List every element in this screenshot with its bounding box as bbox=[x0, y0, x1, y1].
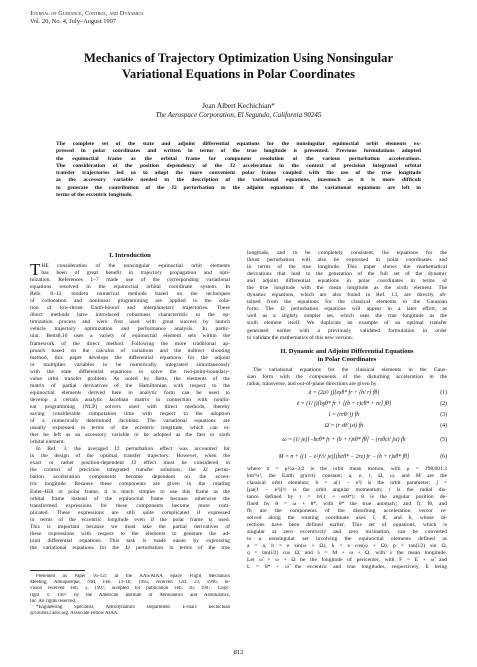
body-line: orbital frame instead of the equinoctial frame because otherwise the bbox=[30, 495, 230, 502]
body-line: develop a certain analytic Jacobian matrix in connection with nonlin- bbox=[30, 396, 230, 403]
body-line: plicated. These expressions are still quite complicated if expressed bbox=[30, 509, 230, 516]
body-line: the context of precision integrated transfer solutions, the J2 pertur- bbox=[30, 467, 230, 474]
body-line: tion of low-thrust Earth-bound and interplanetary trajectories. These bbox=[30, 305, 230, 312]
body-line: The variational equations for the classical elements in the Gaus- bbox=[253, 366, 447, 373]
drop-cap: T bbox=[30, 260, 41, 279]
body-line: radial, transverse, and out-of-plane directions are given by bbox=[247, 380, 377, 387]
equation-number: (5) bbox=[440, 436, 447, 443]
body-line: matrix of partial derivatives of the Hamiltonian with respect to the bbox=[30, 382, 230, 389]
body-line: ular, Betts8,10 uses a variety of equinoctial element sets within the bbox=[30, 333, 230, 340]
body-line: dynamic equations, which are also found in Ref. 13, are directly ob- bbox=[247, 292, 447, 299]
body-line: the true longitude with the mean longitude as the sixth element. The bbox=[247, 285, 447, 292]
abstract-line: as the accessory variable needed in the description of the variational equations, inasmuch as it is more difficult bbox=[56, 177, 421, 184]
body-line: timization process and were first used with great success by launch bbox=[30, 319, 230, 326]
footnotes bbox=[30, 574, 230, 617]
body-line: method, this paper develops the differential equations for the adjoint bbox=[30, 354, 230, 361]
body-line: solved along the rotating coordinate axes r̂, θ̂, and ĥ, whose di- bbox=[247, 515, 447, 522]
equation-expression: Ṁ = n + ((1 − e²)½/ je)[(bcθ* − 2re) fr − (b + r)sθ* fθ] bbox=[278, 453, 410, 460]
body-line: km³/s², the Earth gravity constant; a, e, i, Ω, ω, and M are the bbox=[247, 472, 447, 479]
body-line: value orbit transfer problem. As noted by Betts, the elements of the bbox=[30, 375, 230, 382]
abstract-line: the equinoctial frame as the orbital frame for component resolution of the various perturbation accelerations. bbox=[56, 155, 421, 162]
section-heading-introduction: I. Introduction bbox=[109, 252, 151, 259]
body-line: in the design of the optimal transfer trajectory. However, when the bbox=[30, 453, 230, 460]
body-line: ther be left as an accessory variable or be adopted as the fast or sixth bbox=[30, 432, 230, 439]
body-line: to a nonsingular set involving the equinoctial elements defined as bbox=[247, 536, 447, 543]
abstract-line: terms of the eccentric longitude. bbox=[56, 192, 133, 199]
journal-header bbox=[30, 10, 144, 26]
body-line: tric longitude. Because these components are given in the rotating bbox=[30, 481, 230, 488]
body-line: in terms of the true longitude. This paper shows the mathematical bbox=[247, 264, 447, 271]
equation bbox=[247, 399, 447, 410]
abstract-line: pressed in polar coordinates and written in terms of the true longitude is presented. Previous formulations adopted bbox=[56, 148, 421, 155]
body-line: transformed expressions for these components become more com- bbox=[30, 502, 230, 509]
body-line: the variational equations for the J2 perturbation in terms of the true bbox=[30, 544, 230, 551]
equation-expression: ė = (1/ j){bʂθ* fr + [(b + r)cθ* + re] fθ} bbox=[296, 400, 392, 407]
equation bbox=[247, 410, 447, 421]
footnote-line: Inc. All rights reserved. bbox=[30, 598, 77, 604]
equation-expression: ȧ = (2a²/ j)[eʂθ* fr + (b/ r) fθ] bbox=[308, 389, 380, 396]
body-line: tained from the equations for the classical elements in the Gaussian bbox=[247, 299, 447, 306]
body-line: sian form with the components of the disturbing acceleration in the bbox=[247, 373, 447, 380]
body-line: sixth element itself. We duplicate an example of an optimal transfer bbox=[247, 320, 447, 327]
body-line: longitude, and to be completely consistent, the equations for the bbox=[247, 250, 447, 256]
equation-expression: Ω̇ = (r sθ/ jsi) fh bbox=[324, 422, 364, 429]
heading-line: in Polar Coordinates bbox=[317, 355, 377, 363]
body-line: to validate the mathematics of this new version. bbox=[247, 334, 353, 341]
journal-issue: Vol. 20, No. 4, July–August 1997 bbox=[30, 18, 117, 25]
body-line: and adjoint differential equations in polar coordinates in terms of bbox=[247, 278, 447, 285]
abstract-line: The consideration of the position dependency of the J2 acceleration in the context of precision integrated orbital bbox=[56, 162, 421, 169]
body-line: form. The J2 perturbation equations will appear in a later effort, as bbox=[247, 306, 447, 313]
equation bbox=[247, 449, 447, 466]
footnote-line: right © 1997 by the American Institute of Aeronautics and Astronautics, bbox=[30, 592, 230, 598]
body-line: in terms of the eccentric longitude even if the polar frame is used. bbox=[30, 516, 230, 523]
body-line: these expressions with respect to the elements to generate the ad- bbox=[30, 530, 230, 537]
page-number: 812 bbox=[233, 649, 244, 656]
body-line: vehicle trajectory optimization and performance analysis. In partic- bbox=[30, 326, 230, 333]
body-line: mization. References 1–7 made use of the corresponding variational bbox=[30, 277, 230, 284]
footnote-line: *Engineering Specialist, Astrodynamics Department. E-mail: kechichian bbox=[36, 604, 230, 610]
body-line: direct methods have introduced robustness characteristic to the op- bbox=[30, 312, 230, 319]
body-line: Euler–Hill or polar frame, it is much simpler to use this frame as the bbox=[30, 488, 230, 495]
body-line: L = θ* + ω̃ the eccentric and true longitudes, respectively, E being bbox=[247, 564, 447, 571]
abstract-line: The complete set of the state and adjoint differential equations for the nonsingular equinoctial orbit elements ex- bbox=[56, 141, 421, 147]
abstract-line: to generate the contribution of the J2 perturbation to the adjoint equations if the variational equations are left in bbox=[56, 184, 421, 191]
equation-number: (3) bbox=[440, 411, 447, 418]
body-line: equations resolved in the equinoctial orbital coordinate system. In bbox=[30, 284, 230, 291]
equation-number: (6) bbox=[440, 453, 447, 460]
body-line: ear programming (NLP) solvers used with direct methods, thereby bbox=[30, 403, 230, 410]
body-line: orbital element. bbox=[30, 439, 65, 446]
body-line: bation acceleration components become dependent on the eccen- bbox=[30, 474, 230, 481]
footnote-line: @courier2.aero.org. Associate Fellow AIAA. bbox=[30, 611, 119, 617]
body-line: tance defined by r = b/(1 + ecθ*); θ is the angular position de- bbox=[247, 493, 447, 500]
footnote-line: vision received Feb. 5, 1997; accepted for publication Feb. 26, 1997. Copy- bbox=[30, 586, 230, 592]
body-line: fh are the components of the disturbing acceleration vector re- bbox=[247, 508, 447, 515]
footnote-line: Meeting, Albuquerque, NM, Feb. 13–16, 1995; received Oct. 23, 1996; re- bbox=[30, 580, 230, 586]
body-line: Refs. 8–12, modern numerical methods based on the techniques bbox=[30, 291, 230, 298]
body-line: of collocation and nonlinear programming are applied to the solu- bbox=[30, 298, 230, 305]
body-line: proach based on the calculus of variations and the indirect shooting bbox=[30, 347, 230, 354]
body-line: usually expressed in terms of the eccentric longitude, which can ei- bbox=[30, 425, 230, 432]
body-line: classical orbit elements; b = a(1 − e²) is the orbit parameter; j = bbox=[247, 479, 447, 486]
body-line: joint differential equations. This task is made easier by expressing bbox=[30, 537, 230, 544]
author-name: Jean Albert Kechichian* bbox=[202, 101, 275, 110]
equation-expression: ω̇ = (1/ je)[−bcθ* fr + (b + r)sθ* fθ] − (rsθci/ jsi) fh bbox=[282, 436, 406, 443]
body-line: where n = μ½a−3/2 is the orbit mean motion, with μ = 398,601.3 bbox=[247, 465, 447, 472]
body-line: well as a slightly simpler set, which uses the true longitude as the bbox=[247, 313, 447, 320]
left-column bbox=[30, 252, 230, 552]
body-line: q = tan(i/2) cos Ω, and λ = M + ω + Ω, with λ the mean longitude. bbox=[247, 550, 447, 557]
body-line: saving considerable computation time with respect to the adoption bbox=[30, 410, 230, 417]
footnote-rule bbox=[30, 570, 85, 571]
body-line: This is important because we must take the partial derivatives of bbox=[30, 523, 230, 530]
author-affiliation: The Aerospace Corporation, El Segundo, California 90245 bbox=[155, 111, 322, 119]
abstract bbox=[56, 141, 421, 199]
body-line: equinoctial elements derived here in analytic form can be used to bbox=[30, 389, 230, 396]
body-line: a = a, h = e sin(ω + Ω), k = e cos(ω + Ω), p = tan(i/2) sin Ω, bbox=[247, 543, 447, 550]
abstract-line: transfer trajectories led us to adopt the more convenient polar frame coupled with the use of the true longitude bbox=[56, 170, 421, 177]
title-line: Variational Equations in Polar Coordinates bbox=[121, 67, 356, 81]
equation-expression: i̇ = (rcθ/ j) fh bbox=[328, 411, 360, 418]
equation bbox=[247, 432, 447, 449]
body-line: or multiplier variables to be numerically integrated simultaneously bbox=[30, 361, 230, 368]
right-column bbox=[247, 250, 447, 571]
body-line: exact or rather position-dependent J2 effect must be considered in bbox=[30, 460, 230, 467]
body-line: HE consideration of the nonsingular equinoctial orbit elements bbox=[41, 263, 230, 269]
body-line: framework of the direct method. Following the more traditional ap- bbox=[30, 340, 230, 347]
section-heading-dynamic-adjoint bbox=[247, 348, 447, 364]
body-line: fined by θ = ω + θ*, with θ* the true anomaly; and fr, fθ, and bbox=[247, 500, 447, 507]
body-line: of a numerically determined Jacobian. The variational equations are bbox=[30, 418, 230, 425]
body-line: [μa(1 − e²)]½ is the orbit angular momentum; r is the radial dis- bbox=[247, 486, 447, 493]
journal-name: Journal of Guidance, Control, and Dynamics bbox=[30, 10, 144, 17]
equation-number: (4) bbox=[440, 422, 447, 429]
equation bbox=[247, 421, 447, 432]
body-line: singular at zero eccentricity and zero inclination, can be converted bbox=[247, 529, 447, 536]
body-line: derivations that lead to the generation of the full set of the dynamic bbox=[247, 271, 447, 278]
paper-title bbox=[30, 50, 447, 82]
body-line: generated earlier with a previously validated formulation in order bbox=[247, 327, 447, 334]
body-line: with the state differential equations to solve the two-point-boundary- bbox=[30, 368, 230, 375]
body-line: has been of great benefit in trajectory propagation and opti- bbox=[41, 270, 230, 277]
footnote-line: Presented as Paper 95-121 at the AAS/AIAA Space Flight Mechanics bbox=[36, 574, 230, 579]
equation-number: (1) bbox=[440, 389, 447, 396]
body-line: In Ref. 3, the averaged J2 perturbation effect was accounted for bbox=[36, 446, 230, 453]
body-line: Let ω̃ = ω + Ω be the longitude of pericenter, with F = E + ω̃ and bbox=[247, 557, 447, 564]
equation bbox=[247, 388, 447, 399]
equation-number: (2) bbox=[440, 400, 447, 407]
body-line: rections have been defined earlier. This set of equations, which is bbox=[247, 522, 447, 529]
heading-line: II. Dynamic and Adjoint Differential Equations bbox=[280, 347, 414, 355]
title-line: Mechanics of Trajectory Optimization Using Nonsingular bbox=[83, 51, 394, 65]
body-line: thrust perturbation will also be expressed in polar coordinates and bbox=[247, 257, 447, 264]
